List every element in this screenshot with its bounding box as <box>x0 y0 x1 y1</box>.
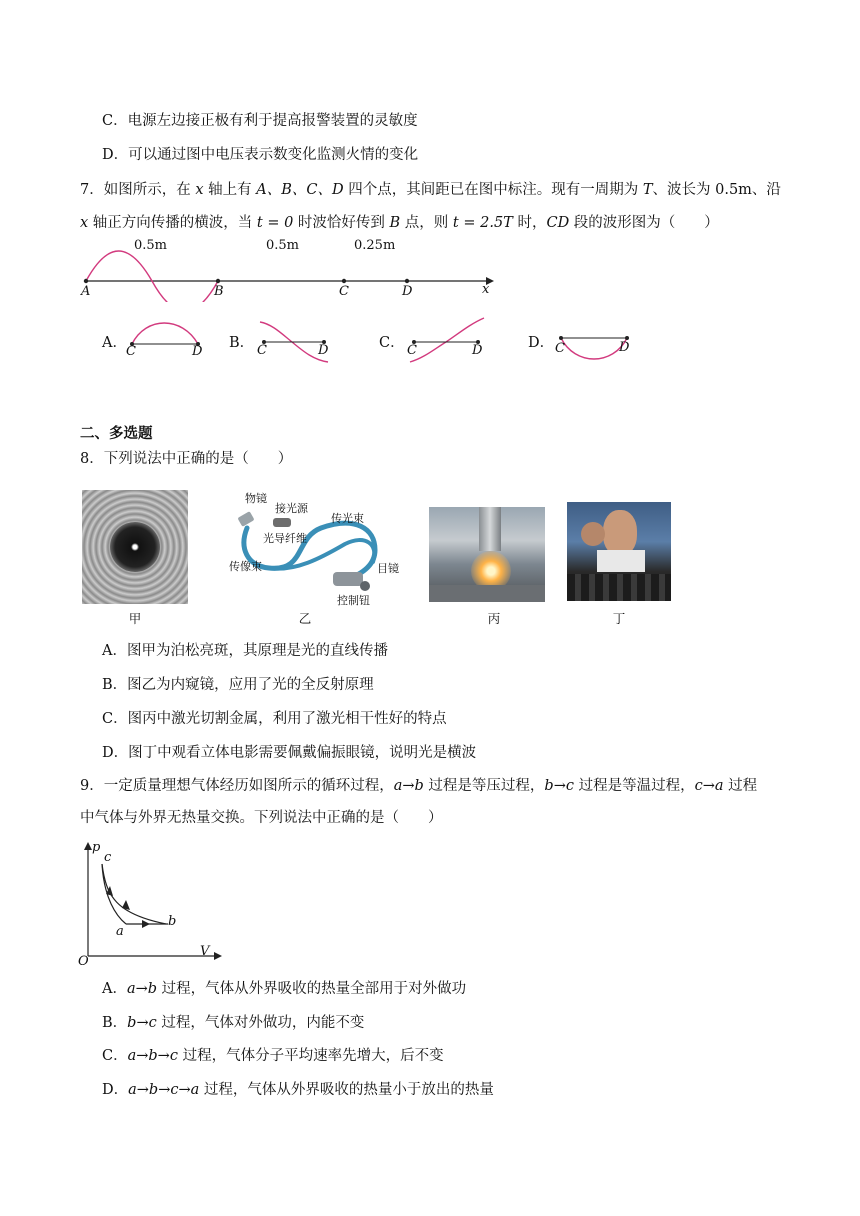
q7-option-b-wave <box>254 314 334 366</box>
label-image-beam: 传像束 <box>229 560 262 573</box>
q7-opt-d-c: C <box>555 341 565 356</box>
q7-opt-d-d: D <box>619 340 630 355</box>
q9-option-a: A．a→b 过程，气体从外界吸收的热量全部用于对外做功 <box>102 981 467 997</box>
label-fiber: 光导纤维 <box>263 532 307 545</box>
q7-opt-c-c: C <box>407 343 417 358</box>
q9-point-b: b <box>168 914 177 929</box>
3d-movie-photo <box>567 502 671 601</box>
q7-option-a-wave <box>126 316 206 364</box>
laser-cutting-photo <box>429 507 545 602</box>
q8-option-d: D．图丁中观看立体电影需要佩戴偏振眼镜，说明光是横波 <box>102 745 477 761</box>
label-objective: 物镜 <box>245 492 267 505</box>
q9-stem-line2: 中气体与外界无热量交换。下列说法中正确的是（ ） <box>80 810 443 826</box>
q9-stem-line1: 9．一定质量理想气体经历如图所示的循环过程，a→b 过程是等压过程，b→c 过程是等温过程，c→a 过程 <box>80 778 758 794</box>
q8-option-c: C．图丙中激光切割金属，利用了激光相干性好的特点 <box>102 711 447 727</box>
q8-option-b: B．图乙为内窥镜，应用了光的全反射原理 <box>102 677 374 693</box>
q7-dist-bc: 0.5m <box>266 238 300 253</box>
q6-option-c: C．电源左边接正极有利于提高报警装置的灵敏度 <box>102 113 418 129</box>
caption-jia: 甲 <box>128 611 142 626</box>
q8-option-a: A．图甲为泊松亮斑，其原理是光的直线传播 <box>102 643 388 659</box>
caption-ding: 丁 <box>612 611 626 626</box>
q7-opt-c-d: D <box>472 343 483 358</box>
q7-point-c: C <box>339 284 349 299</box>
q7-stem-line1: 7．如图所示，在 x 轴上有 A、B、C、D 四个点，其间距已在图中标注。现有一周期为 T、波长为 0.5m、沿 <box>80 182 781 198</box>
q9-option-b: B．b→c 过程，气体对外做功，内能不变 <box>102 1015 365 1031</box>
q7-wave-figure <box>76 236 506 302</box>
q7-option-a-label: A． <box>102 335 127 351</box>
q9-point-c: c <box>104 850 112 865</box>
q6-option-d: D．可以通过图中电压表示数变化监测火情的变化 <box>102 147 419 163</box>
q7-option-b-label: B． <box>229 335 255 351</box>
caption-yi: 乙 <box>298 611 312 626</box>
q7-point-a: A <box>81 284 91 299</box>
q9-axis-v: V <box>200 944 210 959</box>
q9-option-c: C．a→b→c 过程，气体分子平均速率先增大，后不变 <box>102 1048 444 1064</box>
q7-axis-x: x <box>482 282 490 297</box>
q7-point-b: B <box>214 284 224 299</box>
q7-option-d-wave <box>553 330 637 366</box>
poisson-spot-image <box>82 490 188 604</box>
label-light-beam: 传光束 <box>331 512 364 525</box>
label-light-source: 接光源 <box>275 502 308 515</box>
q9-origin: O <box>78 954 89 969</box>
caption-bing: 丙 <box>487 611 501 626</box>
q9-pv-diagram <box>76 838 226 970</box>
q7-opt-b-d: D <box>318 343 329 358</box>
q7-option-d-label: D． <box>528 335 555 351</box>
q7-option-c-label: C． <box>379 335 405 351</box>
q9-option-d: D．a→b→c→a 过程，气体从外界吸收的热量小于放出的热量 <box>102 1082 494 1098</box>
q9-point-a: a <box>116 924 124 939</box>
q7-dist-cd: 0.25m <box>354 238 396 253</box>
endoscope-figure <box>225 488 410 610</box>
q7-option-c-wave <box>404 314 494 366</box>
q7-opt-a-c: C <box>126 344 136 359</box>
q7-point-d: D <box>402 284 413 299</box>
q7-opt-a-d: D <box>192 344 203 359</box>
q7-opt-b-c: C <box>257 343 267 358</box>
q9-axis-p: p <box>92 840 101 855</box>
q7-stem-line2: x 轴正方向传播的横波，当 t = 0 时波恰好传到 B 点，则 t = 2.5T 时，CD 段的波形图为（ ） <box>80 215 719 231</box>
label-eyepiece: 目镜 <box>377 562 399 575</box>
section-title-multi-choice: 二、多选题 <box>80 426 153 442</box>
label-control: 控制钮 <box>337 594 370 607</box>
q7-dist-ab: 0.5m <box>134 238 168 253</box>
q8-stem: 8．下列说法中正确的是（ ） <box>80 451 293 467</box>
